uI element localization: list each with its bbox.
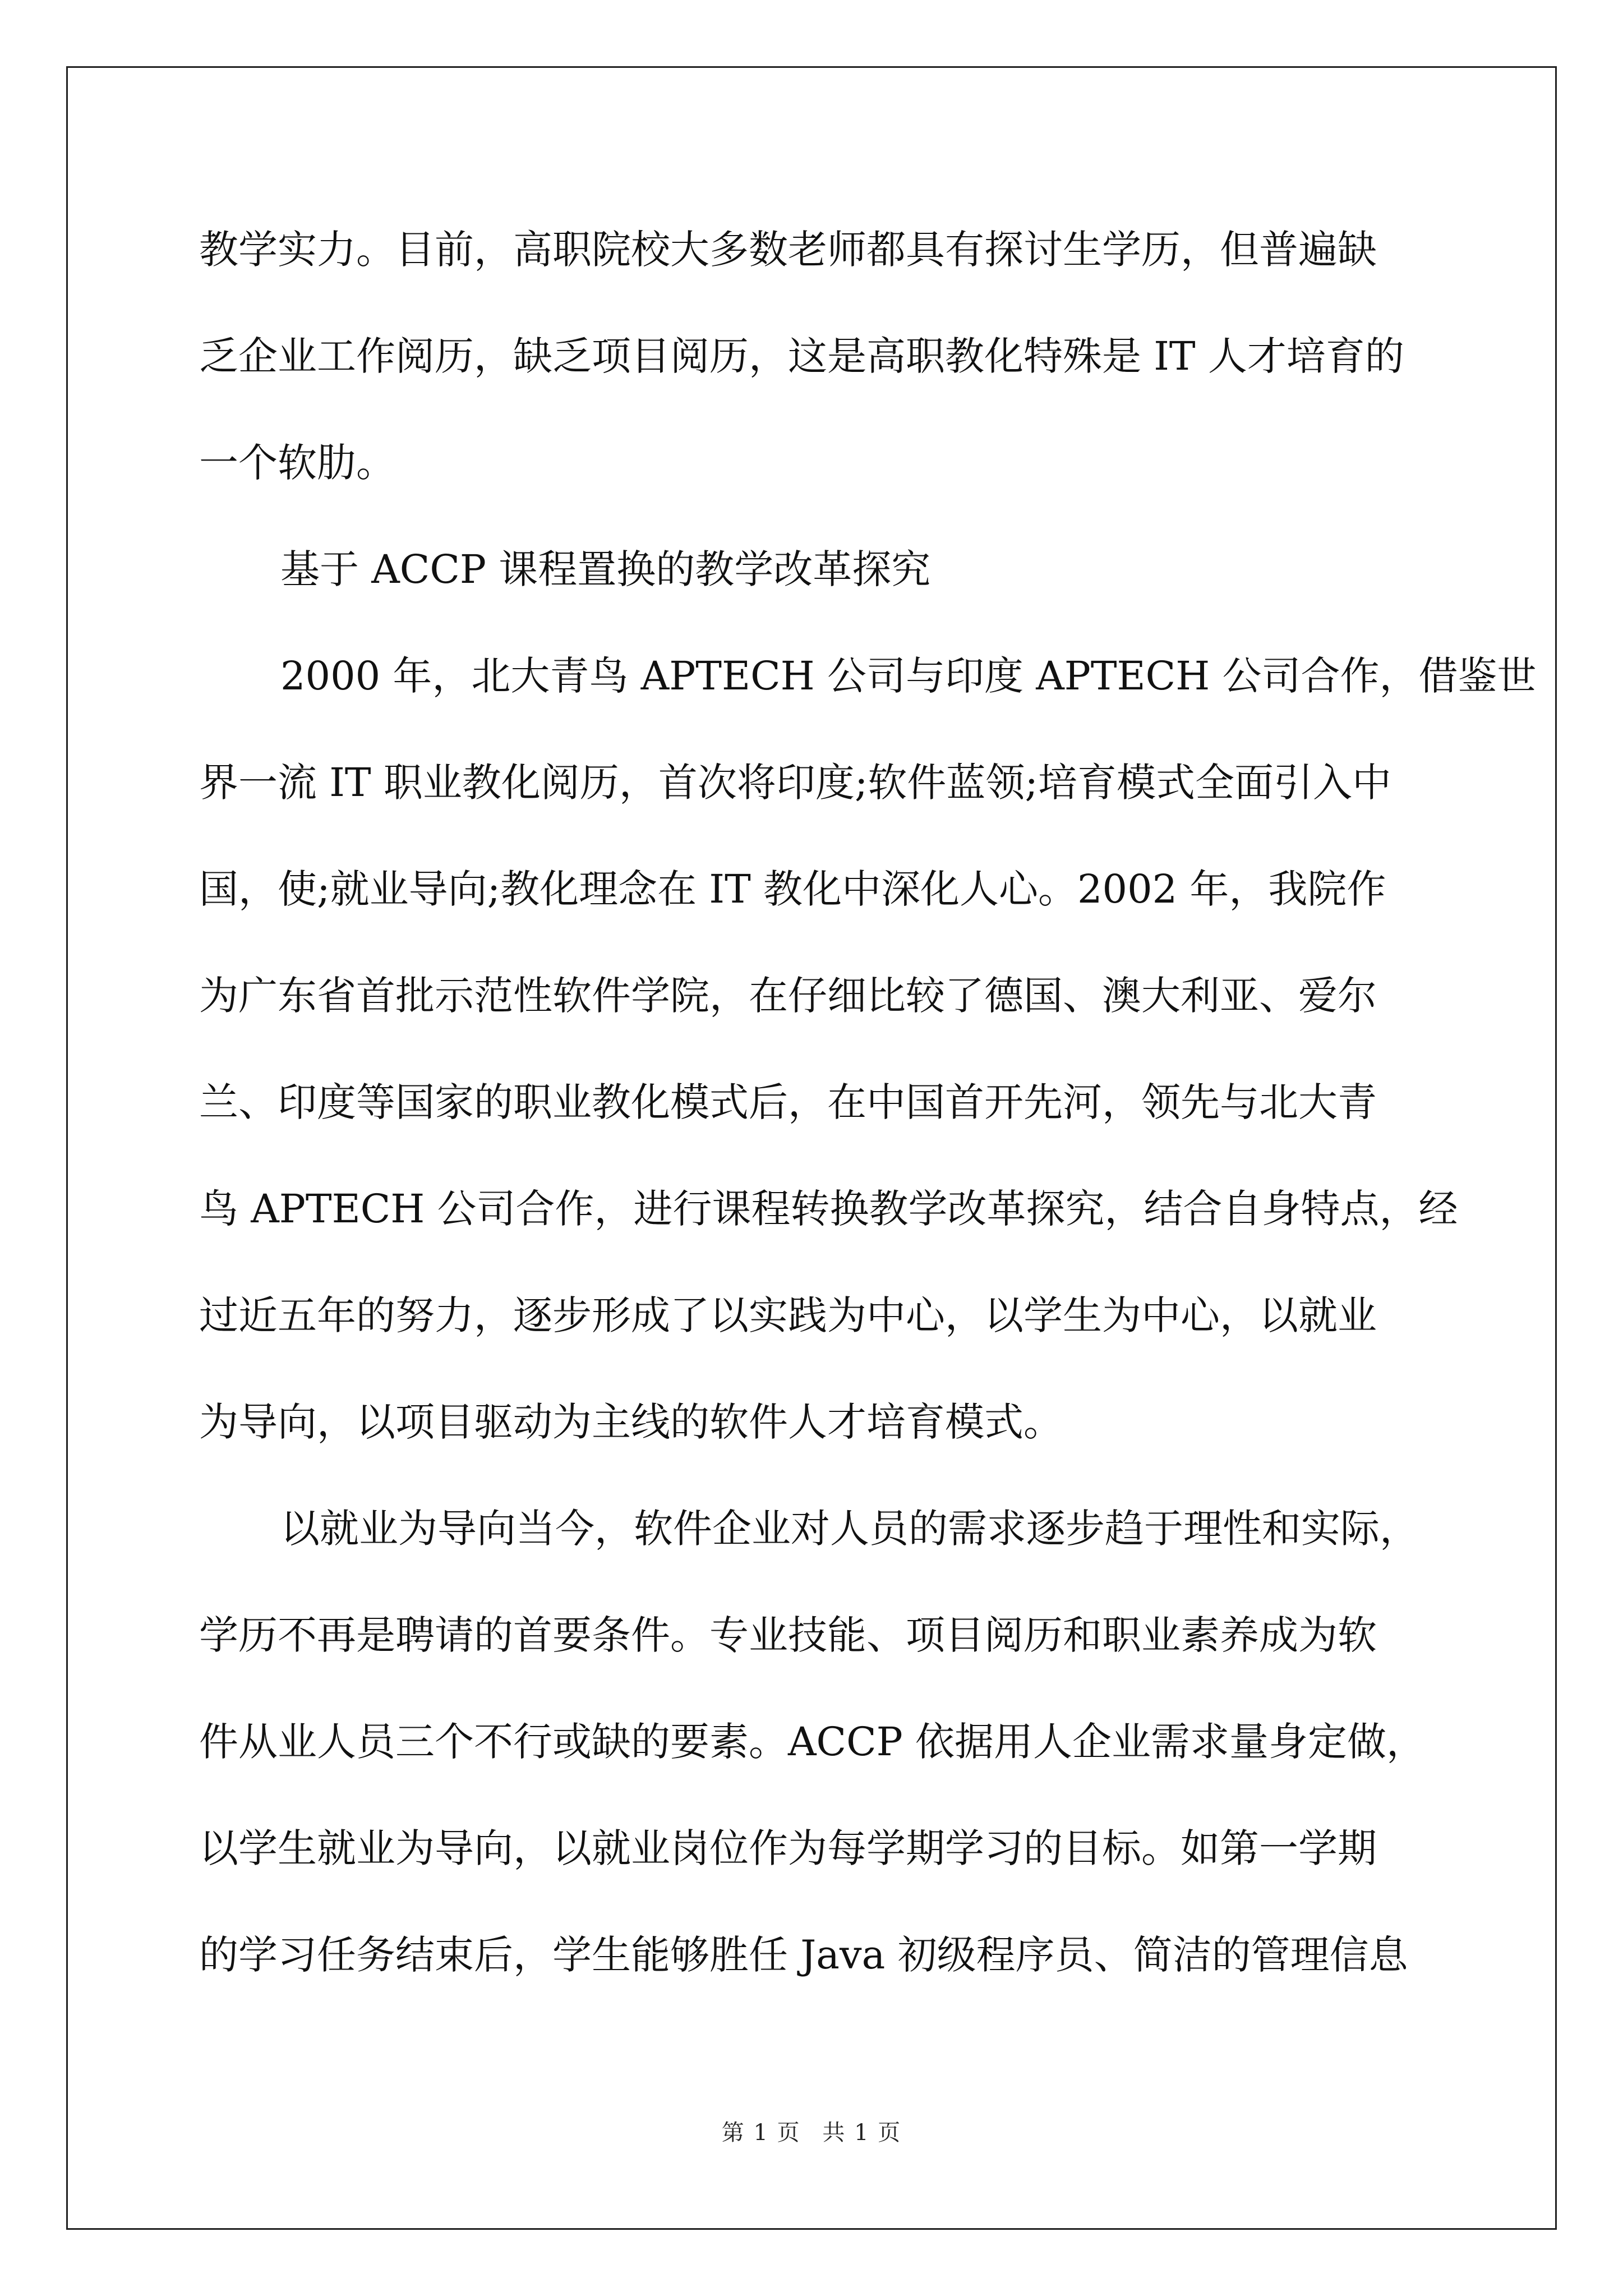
paragraph-3-line-4: 以学生就业为导向，以就业岗位作为每学期学习的目标。如第一学期 (199, 1825, 1377, 1871)
paragraph-2-line-2: 界一流 IT 职业教化阅历，首次将印度;软件蓝领;培育模式全面引入中 (199, 760, 1392, 806)
page-total: 共 1 页 (822, 2120, 902, 2146)
paragraph-3-line-5: 的学习任务结束后，学生能够胜任 Java 初级程序员、简洁的管理信息 (199, 1932, 1408, 1978)
paragraph-1-line-2: 乏企业工作阅历，缺乏项目阅历，这是高职教化特殊是 IT 人才培育的 (199, 333, 1404, 379)
paragraph-2-line-8: 为导向，以项目驱动为主线的软件人才培育模式。 (199, 1399, 1063, 1445)
paragraph-3-line-1: 以就业为导向当今，软件企业对人员的需求逐步趋于理性和实际， (280, 1506, 1419, 1552)
paragraph-2-line-5: 兰、印度等国家的职业教化模式后，在中国首开先河，领先与北大青 (199, 1079, 1377, 1125)
paragraph-1-line-3: 一个软肋。 (199, 440, 395, 486)
page-number: 第 1 页 (721, 2120, 801, 2146)
paragraph-1-line-1: 教学实力。目前，高职院校大多数老师都具有探讨生学历，但普遍缺 (199, 227, 1377, 273)
paragraph-2-line-7: 过近五年的努力，逐步形成了以实践为中心，以学生为中心，以就业 (199, 1292, 1377, 1338)
page-border (66, 66, 1557, 2230)
paragraph-3-line-2: 学历不再是聘请的首要条件。专业技能、项目阅历和职业素养成为软 (199, 1612, 1377, 1658)
paragraph-2-line-1: 2000 年，北大青鸟 APTECH 公司与印度 APTECH 公司合作，借鉴世 (280, 653, 1537, 699)
paragraph-3-line-3: 件从业人员三个不行或缺的要素。ACCP 依据用人企业需求量身定做， (199, 1719, 1426, 1765)
paragraph-2-line-3: 国，使;就业导向;教化理念在 IT 教化中深化人心。2002 年，我院作 (199, 866, 1386, 912)
paragraph-2-line-6: 鸟 APTECH 公司合作，进行课程转换教学改革探究，结合自身特点，经 (199, 1186, 1458, 1232)
paragraph-2-line-4: 为广东省首批示范性软件学院，在仔细比较了德国、澳大利亚、爱尔 (199, 973, 1377, 1019)
section-heading: 基于 ACCP 课程置换的教学改革探究 (280, 546, 931, 592)
page-footer (0, 2115, 1623, 2147)
